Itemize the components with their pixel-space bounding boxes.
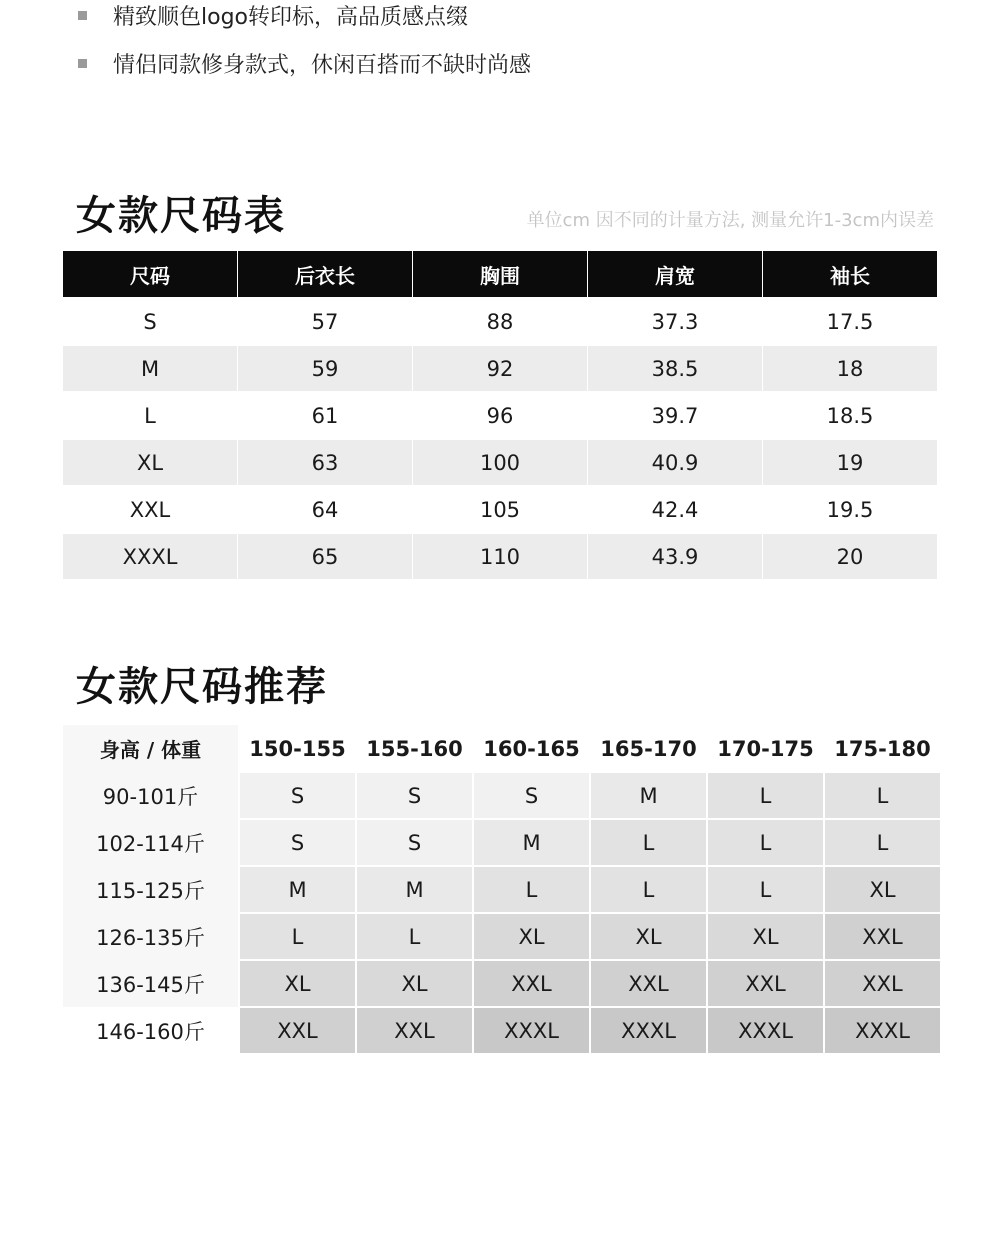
table-row (63, 298, 937, 345)
height-header: 160-165 (474, 725, 589, 772)
size-cell: S (357, 820, 472, 865)
table-row (63, 392, 937, 439)
table-cell: XXL (129, 497, 171, 522)
size-cell: XXXL (825, 1008, 940, 1053)
recommend-table (63, 725, 940, 1054)
table-cell: 19 (763, 440, 937, 485)
size-cell: M (474, 820, 589, 865)
table-cell: 63 (238, 440, 412, 485)
table-cell: 38.5 (588, 346, 762, 391)
table-cell: 20 (763, 534, 937, 579)
table-row (63, 772, 940, 819)
weight-label: 115-125斤 (63, 866, 238, 913)
weight-label: 126-135斤 (63, 913, 238, 960)
height-header: 170-175 (708, 725, 823, 772)
table-cell: 19.5 (826, 497, 874, 522)
feature-text: 情侣同款修身款式，休闲百搭而不缺时尚感 (113, 52, 532, 78)
size-cell: XXL (825, 961, 940, 1006)
header-cell: 袖长 (763, 251, 937, 297)
header-cell: 后衣长 (238, 251, 412, 297)
table-cell: 40.9 (588, 440, 762, 485)
size-cell: S (357, 773, 472, 818)
table-cell: 17.5 (826, 309, 874, 334)
height-header: 175-180 (825, 725, 940, 772)
size-cell: L (474, 867, 589, 912)
header-cell: 胸围 (413, 251, 587, 297)
size-cell: M (591, 773, 706, 818)
size-cell: XL (825, 867, 940, 912)
size-cell: XXXL (708, 1008, 823, 1053)
table-cell: 18.5 (826, 403, 874, 428)
weight-label: 136-145斤 (63, 960, 238, 1007)
recommend-header-row (63, 725, 940, 772)
table-cell: 43.9 (588, 534, 762, 579)
table-cell: 105 (479, 497, 521, 522)
size-cell: M (357, 867, 472, 912)
table-cell: 59 (238, 346, 412, 391)
table-row (63, 866, 940, 913)
size-cell: XL (240, 961, 355, 1006)
size-cell: XXL (474, 961, 589, 1006)
size-chart-table (63, 251, 937, 580)
size-cell: S (240, 773, 355, 818)
table-cell: M (63, 346, 237, 391)
table-cell: 65 (238, 534, 412, 579)
size-cell: XL (591, 914, 706, 959)
table-cell: L (144, 403, 156, 428)
table-row (63, 819, 940, 866)
table-row (63, 534, 937, 579)
size-cell: S (240, 820, 355, 865)
table-row (63, 1007, 940, 1054)
table-cell: 61 (311, 403, 339, 428)
weight-label: 90-101斤 (63, 772, 238, 819)
size-cell: L (825, 820, 940, 865)
table-cell: XXXL (63, 534, 237, 579)
size-cell: L (708, 773, 823, 818)
size-chart-note: 单位cm 因不同的计量方法, 测量允许1-3cm内误差 (526, 210, 934, 231)
table-row (63, 913, 940, 960)
table-row (63, 486, 937, 533)
size-cell: XL (708, 914, 823, 959)
weight-label: 146-160斤 (96, 1019, 205, 1044)
size-cell: L (825, 773, 940, 818)
size-cell: L (591, 820, 706, 865)
size-cell: XXL (357, 1008, 472, 1053)
bullet-square-icon (78, 11, 87, 20)
size-cell: L (357, 914, 472, 959)
size-cell: L (240, 914, 355, 959)
feature-text: 精致顺色logo转印标，高品质感点缀 (113, 4, 468, 30)
feature-item (78, 48, 531, 78)
corner-label: 身高 / 体重 (63, 725, 238, 772)
table-cell: 18 (763, 346, 937, 391)
table-cell: 42.4 (651, 497, 699, 522)
size-cell: L (708, 820, 823, 865)
table-cell: 110 (413, 534, 587, 579)
table-cell: 39.7 (651, 403, 699, 428)
size-cell: L (591, 867, 706, 912)
table-cell: 37.3 (651, 309, 699, 334)
table-row (63, 440, 937, 485)
size-cell: S (474, 773, 589, 818)
table-cell: 100 (413, 440, 587, 485)
size-cell: XL (357, 961, 472, 1006)
table-row (63, 346, 937, 391)
size-cell: XXXL (591, 1008, 706, 1053)
table-cell: 88 (486, 309, 514, 334)
header-cell: 肩宽 (588, 251, 762, 297)
size-cell: M (240, 867, 355, 912)
size-cell: XXL (240, 1008, 355, 1053)
table-cell: 92 (413, 346, 587, 391)
header-cell: 尺码 (63, 251, 237, 297)
size-chart-header-row (63, 251, 937, 298)
size-cell: XXXL (474, 1008, 589, 1053)
bullet-square-icon (78, 59, 87, 68)
size-cell: XXL (825, 914, 940, 959)
next-section-title-clipped (408, 1224, 590, 1236)
feature-item (78, 0, 468, 30)
size-chart-body (63, 298, 937, 579)
table-cell: 57 (311, 309, 339, 334)
size-cell: XXL (708, 961, 823, 1006)
table-cell: 64 (311, 497, 339, 522)
size-chart-title: 女款尺码表 (76, 193, 286, 239)
table-cell: 96 (486, 403, 514, 428)
height-header: 165-170 (591, 725, 706, 772)
table-cell: XL (63, 440, 237, 485)
weight-label: 102-114斤 (63, 819, 238, 866)
height-header: 155-160 (357, 725, 472, 772)
table-cell: S (143, 309, 157, 334)
size-cell: XL (474, 914, 589, 959)
height-header: 150-155 (240, 725, 355, 772)
table-row (63, 960, 940, 1007)
size-cell: XXL (591, 961, 706, 1006)
recommend-body (63, 772, 940, 1054)
size-cell: L (708, 867, 823, 912)
recommend-title: 女款尺码推荐 (76, 664, 328, 710)
